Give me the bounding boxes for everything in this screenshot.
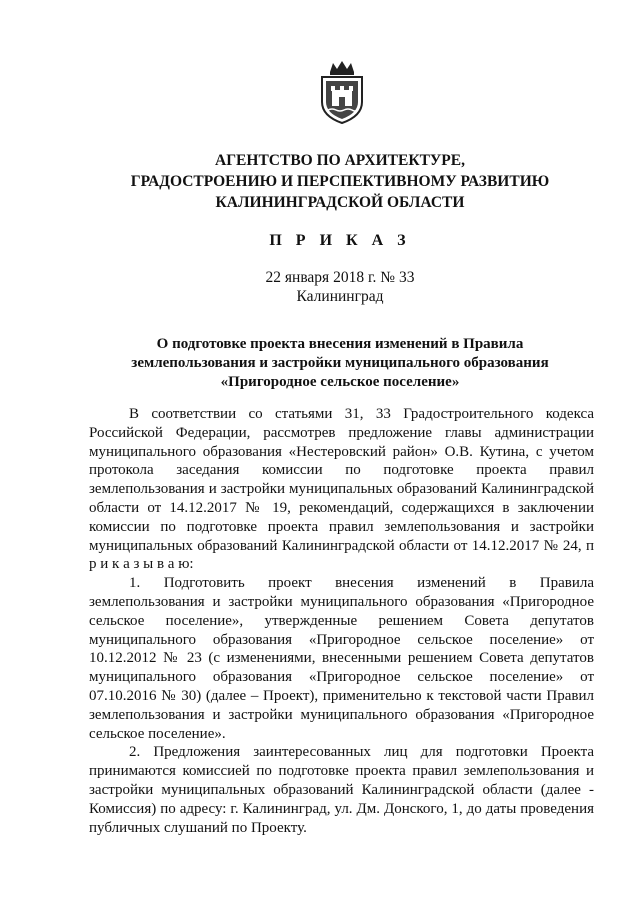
order-subject — [40, 335, 640, 392]
agency-line-3: КАЛИНИНГРАДСКОЙ ОБЛАСТИ — [215, 194, 465, 211]
agency-line-2: ГРАДОСТРОЕНИЮ И ПЕРСПЕКТИВНОМУ РАЗВИТИЮ — [130, 173, 550, 190]
subject-line-3: «Пригородное сельское поселение» — [220, 374, 460, 390]
order-body — [89, 405, 594, 837]
body-paragraph-2: 1. Подготовить проект внесения изменений в Правила землепользования и застройки муниципального образования «Пригородное сельское поселение», утвержденные решением Совета депутатов муниципального образования «Пригородное сельское поселение» от 10.12.2012 № 23 (с изменениями, внесенными решением Совета депутатов муниципального образования «Пригородное сельское поселение» от 07.10.2016 № 30) (далее – Проект), применительно к текстовой части Правил землепользования и застройки муниципального образования «Пригородное сельское поселение». — [89, 575, 594, 742]
order-title: П Р И К А З — [269, 232, 411, 249]
order-city: Калининград — [296, 288, 384, 305]
subject-line-2: землепользования и застройки муниципального образования — [131, 355, 549, 371]
coat-of-arms-icon — [317, 58, 367, 126]
agency-line-1: АГЕНТСТВО ПО АРХИТЕКТУРЕ, — [215, 152, 465, 169]
order-meta — [40, 268, 640, 306]
order-date-number: 22 января 2018 г. № 33 — [265, 269, 415, 286]
body-paragraph-1: В соответствии со статьями 31, 33 Градостроительного кодекса Российской Федерации, рассмотрев предложение главы администрации муниципального образования «Нестеровский район» О.В. Кутина, с учетом протокола заседания комиссии по подготовке проекта правил землепользования и застройки муниципальных образований Калининградской области от 14.12.2017 № 19, рекомендаций, содержащихся в заключении комиссии по подготовке проекта правил землепользования и застройки муниципальных образований Калининградской области от 14.12.2017 № 24, п р и к а з ы в а ю: — [89, 406, 594, 573]
agency-name — [40, 150, 640, 213]
subject-line-1: О подготовке проекта внесения изменений в Правила — [156, 336, 524, 352]
body-paragraph-3: 2. Предложения заинтересованных лиц для подготовки Проекта принимаются комиссией по подготовке проекта правил землепользования и застройки муниципальных образований Калининградской области (далее - Комиссия) по адресу: г. Калининград, ул. Дм. Донского, 1, до даты проведения публичных слушаний по Проекту. — [89, 744, 594, 836]
